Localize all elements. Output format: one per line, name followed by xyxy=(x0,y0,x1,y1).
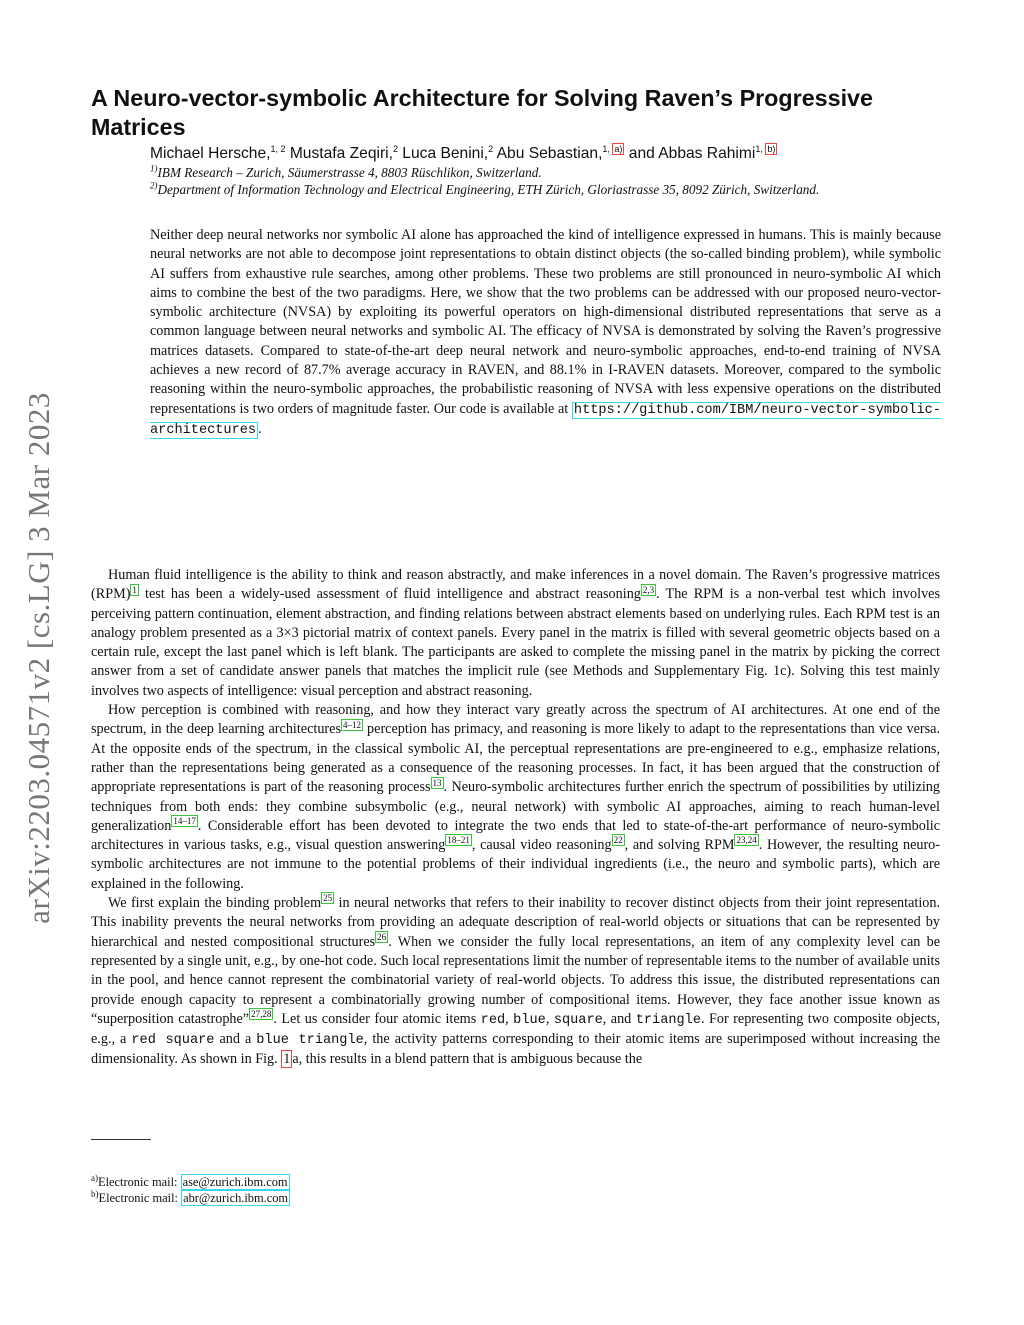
footnote-a: $^{a)}$Electronic mail: ase@zurich.ibm.com xyxy=(91,1172,288,1189)
email-link[interactable]: ase@zurich.ibm.com xyxy=(182,1175,288,1189)
citation-link[interactable]: 22 xyxy=(613,835,623,846)
citation-link[interactable]: 18–21 xyxy=(447,835,470,846)
paragraph-2: How perception is combined with reasoning, and how they interact vary greatly across the spectrum of AI architectures. At one end of the spectrum, in the deep learning architectures $^{4-12}$ perception has primacy, and reasoning is more likely to adapt to the representations than vice versa. At the opposite ends of the spectrum, in the classical symbolic AI, the perceptual representations are pre-engineered to e.g., emphasize relations, rather than the representations being generated as a consequence of the reasoning processes. In fact, it has been argued that the construction of appropriate representations is part of the reasoning process $^{13}$ . Neuro-symbolic architectures further enrich the spectrum of possibilities by utilizing techniques from both ends: they combine subsymbolic (e.g., neural network) with symbolic AI approaches, aiming to reach human-level generalization $^{14-17}$ . Considerable effort has been devoted to integrate the two ends that led to state-of-the-art performance of neuro-symbolic architectures in various tasks, e.g., visual question answering $^{18-21}$ , causal video reasoning $^{22}$ , and solving RPM $^{23,24}$ . However, the resulting neuro-symbolic architectures are not immune to the potential problems of their individual ingredients (i.e., the neuro and symbolic parts), which are explained in the following. xyxy=(91,702,941,892)
author-list: Michael Hersche,$^{1, 2}$ Mustafa Zeqiri,$^2$ Luca Benini,$^2$ Abu Sebastian,$^{1, a)}$ and Abbas Rahimi$^{1, b)}$ xyxy=(150,143,776,162)
citation-link[interactable]: 27,28 xyxy=(251,1009,272,1020)
citation-link[interactable]: 26 xyxy=(377,931,387,942)
abstract: Neither deep neural networks nor symbolic AI alone has approached the kind of intelligence expressed in humans. This is mainly because neural networks are not able to decompose joint representations to obtain distinct objects (the so-called binding problem), while symbolic AI suffers from exhaustive rule searches, among other problems. These two problems are still pronounced in neuro-symbolic AI which aims to combine the best of the two paradigms. Here, we show that the two problems can be addressed with our proposed neuro-vector-symbolic architecture (NVSA) by exploiting its powerful operators on high-dimensional distributed representations that serve as a common language between neural networks and symbolic AI. The efficacy of NVSA is demonstrated by solving the Raven’s progressive matrices datasets. Compared to state-of-the-art deep neural network and neuro-symbolic approaches, end-to-end training of NVSA achieves a new record of 87.7% average accuracy in RAVEN, and 88.1% in I-RAVEN datasets. Moreover, compared to the symbolic reasoning within the neuro-symbolic approaches, the probabilistic reasoning of NVSA with less expensive operations on the distributed representations is two orders of magnitude faster. Our code is available at https://github.com/IBM/neuro-vector-symbolic-architectures . xyxy=(150,227,941,438)
affiliation-1: $^{1)}$IBM Research – Zurich, Säumerstrasse 4, 8803 Rüschlikon, Switzerland. xyxy=(150,163,542,180)
citation-link[interactable]: 4–12 xyxy=(342,719,361,730)
arxiv-sidebar-stamp xyxy=(14,356,64,960)
paper-title: A Neuro-vector-symbolic Architecture for Solving Raven’s Progressive Matrices xyxy=(91,85,873,140)
email-link[interactable]: abr@zurich.ibm.com xyxy=(183,1191,289,1205)
footnote-link-a[interactable]: a) xyxy=(614,143,623,154)
footnote-b: $^{b)}$Electronic mail: abr@zurich.ibm.com xyxy=(91,1188,289,1205)
citation-link[interactable]: 1 xyxy=(132,584,137,595)
code-repository-link[interactable]: https://github.com/IBM/neuro-vector-symbolic-architectures xyxy=(150,402,941,438)
citation-link[interactable]: 23,24 xyxy=(736,835,757,846)
citation-link[interactable]: 25 xyxy=(323,893,333,904)
footnote-divider xyxy=(91,1139,151,1140)
affiliation-2: $^{2)}$Department of Information Technology and Electrical Engineering, ETH Zürich, Gloriastrasse 35, 8092 Zürich, Switzerland. xyxy=(150,180,820,197)
footnote-link-b[interactable]: b) xyxy=(767,143,776,154)
citation-link[interactable]: 13 xyxy=(432,777,442,788)
paragraph-1: Human fluid intelligence is the ability to think and reason abstractly, and make inferences in a novel domain. The Raven’s progressive matrices (RPM) $^1$ test has been a widely-used assessment of fluid intelligence and abstract reasoning $^{2,3}$ . The RPM is a non-verbal test which involves perceiving pattern continuation, element abstraction, and finding relations between abstract elements based on underlying rules. Each RPM test is an analogy problem presented as a 3×3 pictorial matrix of context panels. Every panel in the matrix is filled with several geometric objects based on a certain rule, except the last panel which is left blank. The participants are asked to complete the missing panel in the matrix by picking the correct answer from a set of candidate answer panels that matches the implicit rule (see Methods and Supplementary Fig. 1c). Solving this test mainly involves two aspects of intelligence: visual perception and abstract reasoning. xyxy=(91,567,941,699)
figure-link[interactable]: 1 xyxy=(283,1051,291,1068)
arxiv-identifier: arXiv:2203.04571v2 [cs.LG] 3 Mar 2023 xyxy=(21,392,56,924)
paragraph-3: We first explain the binding problem $^{25}$ in neural networks that refers to their inability to recover distinct objects from their joint representation. This inability prevents the neural networks from providing an adequate description of real-world objects or situations that can be represented by hierarchical and nested compositional structures $^{26}$ . When we consider the fully local representations, an item of any complexity level can be represented by a single unit, e.g., by one-hot code. Such local representations limit the number of representable items to the number of available units in the pool, and hence cannot represent the combinatorial variety of real-world objects. To address this issue, the distributed representations can provide enough capacity to represent a combinatorially growing number of compositional items. However, they face another issue known as “superposition catastrophe” $^{27,28}$ . Let us consider four atomic items red, blue, square, and triangle. For representing two composite objects, e.g., a red square and a blue triangle, the activity patterns corresponding to their atomic items are superimposed without increasing the dimensionality. As shown in Fig. 1 a, this results in a blend pattern that is ambiguous because the xyxy=(91,893,940,1068)
citation-link[interactable]: 14–17 xyxy=(173,816,196,827)
main-text xyxy=(91,566,940,1070)
citation-link[interactable]: 2,3 xyxy=(642,584,655,595)
